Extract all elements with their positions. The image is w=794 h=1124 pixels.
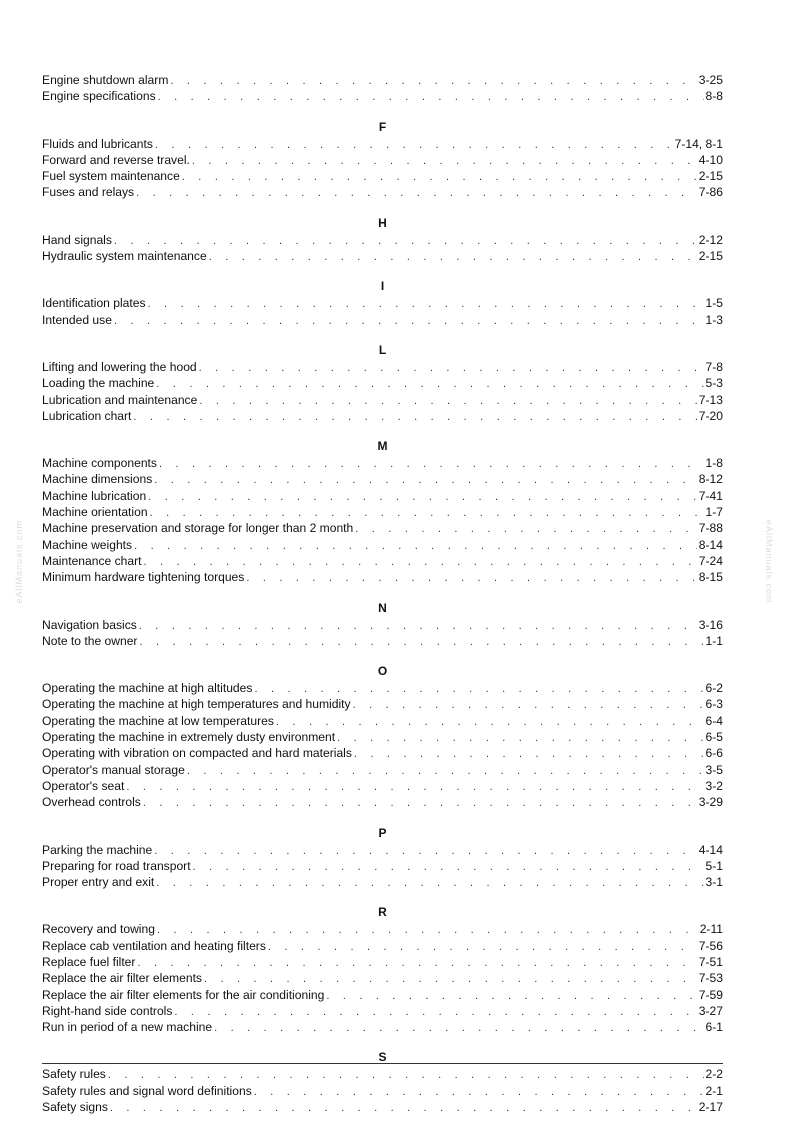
watermark-left: eAllManuals.com xyxy=(14,520,24,604)
entry-title: Replace the air filter elements for the air conditioning xyxy=(42,987,325,1002)
entry-title: Recovery and towing xyxy=(42,922,155,937)
entry-page-number: 7-53 xyxy=(698,971,723,986)
section-letter-heading: F xyxy=(378,119,387,134)
index-entry[interactable] xyxy=(42,988,723,1004)
dot-leader xyxy=(199,394,696,409)
entry-title: Note to the owner xyxy=(42,633,138,648)
index-section xyxy=(42,343,723,425)
entry-title: Proper entry and exit xyxy=(42,875,155,890)
dot-leader xyxy=(170,74,696,89)
entry-title: Safety rules and signal word definitions xyxy=(42,1083,252,1098)
dot-leader xyxy=(355,522,697,537)
entry-page-number: 3-2 xyxy=(705,778,723,793)
dot-leader xyxy=(139,619,697,634)
entry-page-number: 1-3 xyxy=(705,312,723,327)
entry-page-number: 7-59 xyxy=(698,987,723,1002)
entry-title: Safety signs xyxy=(42,1100,108,1115)
index-entry[interactable] xyxy=(42,472,723,488)
entry-title: Forward and reverse travel. xyxy=(42,152,190,167)
entry-page-number: 6-5 xyxy=(705,730,723,745)
dot-leader xyxy=(114,314,704,329)
index-entry[interactable] xyxy=(42,939,723,955)
index-entry[interactable] xyxy=(42,233,723,249)
entry-title: Operating the machine at low temperatures xyxy=(42,713,274,728)
entry-page-number: 3-5 xyxy=(705,762,723,777)
entry-page-number: 2-1 xyxy=(705,1083,723,1098)
entry-page-number: 7-41 xyxy=(698,488,723,503)
entry-title: Lubrication chart xyxy=(42,408,132,423)
entry-page-number: 4-14 xyxy=(698,842,723,857)
index-entry[interactable] xyxy=(42,313,723,329)
entry-title: Operator's seat xyxy=(42,778,125,793)
index-entry[interactable] xyxy=(42,795,723,811)
dot-leader xyxy=(154,844,697,859)
index-section xyxy=(42,279,723,329)
entry-page-number: 7-24 xyxy=(698,553,723,568)
entry-page-number: 7-86 xyxy=(698,185,723,200)
index-section xyxy=(42,826,723,892)
entry-page-number: 5-3 xyxy=(705,376,723,391)
dot-leader xyxy=(144,555,697,570)
entry-title: Replace cab ventilation and heating filters xyxy=(42,938,266,953)
index-entry[interactable] xyxy=(42,1020,723,1036)
index-entry[interactable] xyxy=(42,922,723,938)
index-entry[interactable] xyxy=(42,714,723,730)
entry-title: Fuel system maintenance xyxy=(42,169,180,184)
index-section xyxy=(42,73,723,106)
index-entry[interactable] xyxy=(42,89,723,105)
entry-title: Operating the machine at high temperatures and humidity xyxy=(42,697,351,712)
index-entry[interactable] xyxy=(42,376,723,392)
entry-title: Preparing for road transport xyxy=(42,858,191,873)
section-letter-heading: R xyxy=(378,905,387,920)
dot-leader xyxy=(193,860,704,875)
dot-leader xyxy=(204,972,697,987)
entry-title: Lifting and lowering the hood xyxy=(42,359,197,374)
index-entry[interactable] xyxy=(42,779,723,795)
entry-title: Hydraulic system maintenance xyxy=(42,249,207,264)
entry-title: Maintenance chart xyxy=(42,553,142,568)
entry-page-number: 2-17 xyxy=(698,1100,723,1115)
dot-leader xyxy=(192,154,697,169)
dot-leader xyxy=(174,1005,696,1020)
dot-leader xyxy=(209,250,697,265)
entry-page-number: 7-14, 8-1 xyxy=(674,136,723,151)
entry-page-number: 6-3 xyxy=(705,697,723,712)
dot-leader xyxy=(148,490,697,505)
index-entry[interactable] xyxy=(42,1067,723,1083)
entry-title: Operator's manual storage xyxy=(42,762,185,777)
dot-leader xyxy=(254,1085,704,1100)
dot-leader xyxy=(134,539,697,554)
index-section xyxy=(42,1050,723,1116)
entry-page-number: 1-8 xyxy=(705,456,723,471)
index-entry[interactable] xyxy=(42,1084,723,1100)
index-entry[interactable] xyxy=(42,249,723,265)
bottom-divider xyxy=(42,1063,723,1064)
index-entry[interactable] xyxy=(42,875,723,891)
dot-leader xyxy=(354,747,704,762)
section-letter-heading: P xyxy=(378,825,387,840)
entry-page-number: 1-5 xyxy=(705,296,723,311)
index-entry[interactable] xyxy=(42,185,723,201)
index-entry[interactable] xyxy=(42,697,723,713)
index-entry[interactable] xyxy=(42,618,723,634)
entry-page-number: 3-29 xyxy=(698,795,723,810)
entry-page-number: 3-27 xyxy=(698,1003,723,1018)
section-letter-heading: O xyxy=(377,664,388,679)
index-section xyxy=(42,216,723,266)
entry-page-number: 7-13 xyxy=(698,392,723,407)
dot-leader xyxy=(126,780,703,795)
entry-title: Overhead controls xyxy=(42,795,141,810)
entry-title: Engine shutdown alarm xyxy=(42,73,169,87)
entry-title: Lubrication and maintenance xyxy=(42,392,198,407)
index-entry[interactable] xyxy=(42,730,723,746)
index-entry[interactable] xyxy=(42,489,723,505)
index-section xyxy=(42,905,723,1036)
dot-leader xyxy=(182,170,697,185)
index-entry[interactable] xyxy=(42,746,723,762)
dot-leader xyxy=(326,989,696,1004)
entry-page-number: 7-8 xyxy=(705,359,723,374)
section-letter-heading: S xyxy=(378,1050,387,1065)
index-entry[interactable] xyxy=(42,153,723,169)
index-entry[interactable] xyxy=(42,296,723,312)
index-entry[interactable] xyxy=(42,169,723,185)
entry-page-number: 6-2 xyxy=(705,681,723,696)
entry-page-number: 8-12 xyxy=(698,472,723,487)
entry-page-number: 7-88 xyxy=(698,521,723,536)
entry-page-number: 4-10 xyxy=(698,152,723,167)
index-entry[interactable] xyxy=(42,554,723,570)
dot-leader xyxy=(254,682,703,697)
entry-page-number: 3-16 xyxy=(698,617,723,632)
index-section xyxy=(42,439,723,586)
index-entry[interactable] xyxy=(42,570,723,586)
dot-leader xyxy=(150,506,704,521)
index-entry[interactable] xyxy=(42,859,723,875)
index-entry[interactable] xyxy=(42,1004,723,1020)
entry-title: Machine lubrication xyxy=(42,488,147,503)
entry-title: Machine weights xyxy=(42,537,133,552)
index-section xyxy=(42,664,723,811)
entry-page-number: 1-1 xyxy=(705,633,723,648)
entry-title: Loading the machine xyxy=(42,376,155,391)
index-entry[interactable] xyxy=(42,971,723,987)
index-entry[interactable] xyxy=(42,521,723,537)
entry-page-number: 6-4 xyxy=(705,713,723,728)
section-letter-heading: N xyxy=(378,600,387,615)
section-letter-heading: M xyxy=(377,439,388,454)
dot-leader xyxy=(137,956,696,971)
entry-page-number: 5-1 xyxy=(705,858,723,873)
dot-leader xyxy=(268,940,697,955)
index-entry[interactable] xyxy=(42,73,723,89)
entry-title: Right-hand side controls xyxy=(42,1003,173,1018)
entry-title: Safety rules xyxy=(42,1067,106,1082)
entry-title: Replace the air filter elements xyxy=(42,971,202,986)
dot-leader xyxy=(156,876,703,891)
dot-leader xyxy=(143,796,697,811)
entry-page-number: 8-8 xyxy=(705,89,723,104)
index-section xyxy=(42,601,723,651)
entry-title: Machine components xyxy=(42,456,157,471)
dot-leader xyxy=(353,698,704,713)
entry-title: Machine orientation xyxy=(42,505,148,520)
index-entry[interactable] xyxy=(42,1100,723,1116)
index-entry[interactable] xyxy=(42,843,723,859)
entry-title: Engine specifications xyxy=(42,89,156,104)
dot-leader xyxy=(276,715,704,730)
entry-title: Run in period of a new machine xyxy=(42,1020,213,1035)
entry-page-number: 1-7 xyxy=(705,505,723,520)
entry-title: Minimum hardware tightening torques xyxy=(42,570,245,585)
entry-title: Machine preservation and storage for longer than 2 month xyxy=(42,521,354,536)
index-entry[interactable] xyxy=(42,393,723,409)
dot-leader xyxy=(133,410,696,425)
index-entry[interactable] xyxy=(42,681,723,697)
entry-title: Hand signals xyxy=(42,232,112,247)
entry-title: Parking the machine xyxy=(42,842,153,857)
entry-page-number: 7-51 xyxy=(698,954,723,969)
index-entry[interactable] xyxy=(42,538,723,554)
entry-page-number: 2-15 xyxy=(698,249,723,264)
entry-title: Machine dimensions xyxy=(42,472,153,487)
section-letter-heading: I xyxy=(380,279,385,294)
dot-leader xyxy=(148,297,704,312)
entry-page-number: 3-1 xyxy=(705,875,723,890)
entry-title: Fuses and relays xyxy=(42,185,135,200)
dot-leader xyxy=(108,1068,704,1083)
entry-title: Fluids and lubricants xyxy=(42,136,153,151)
index-entry[interactable] xyxy=(42,505,723,521)
index-entry[interactable] xyxy=(42,634,723,650)
entry-title: Navigation basics xyxy=(42,617,137,632)
entry-title: Intended use xyxy=(42,312,112,327)
entry-page-number: 7-56 xyxy=(698,938,723,953)
index-entry[interactable] xyxy=(42,137,723,153)
dot-leader xyxy=(156,377,703,392)
entry-page-number: 8-14 xyxy=(698,537,723,552)
dot-leader xyxy=(110,1101,697,1116)
entry-page-number: 3-25 xyxy=(698,73,723,87)
dot-leader xyxy=(159,457,704,472)
dot-leader xyxy=(246,571,696,586)
index-entry[interactable] xyxy=(42,763,723,779)
dot-leader xyxy=(155,138,673,153)
entry-page-number: 6-1 xyxy=(705,1020,723,1035)
dot-leader xyxy=(136,186,697,201)
dot-leader xyxy=(187,764,704,779)
entry-page-number: 2-11 xyxy=(699,922,723,937)
index-section xyxy=(42,120,723,202)
entry-page-number: 8-15 xyxy=(698,570,723,585)
dot-leader xyxy=(337,731,703,746)
entry-title: Operating with vibration on compacted and hard materials xyxy=(42,746,352,761)
index-entry[interactable] xyxy=(42,360,723,376)
entry-title: Operating the machine in extremely dusty environment xyxy=(42,730,336,745)
entry-title: Replace fuel filter xyxy=(42,954,136,969)
dot-leader xyxy=(139,635,703,650)
dot-leader xyxy=(114,234,697,249)
entry-page-number: 2-2 xyxy=(705,1067,723,1082)
dot-leader xyxy=(154,473,697,488)
watermark-right: eAllManuals.com xyxy=(764,520,774,604)
section-letter-heading: H xyxy=(378,215,387,230)
entry-page-number: 6-6 xyxy=(705,746,723,761)
index-entry[interactable] xyxy=(42,456,723,472)
index-list xyxy=(42,73,723,1116)
dot-leader xyxy=(157,923,698,938)
dot-leader xyxy=(199,361,704,376)
entry-page-number: 2-15 xyxy=(698,169,723,184)
entry-title: Identification plates xyxy=(42,296,146,311)
dot-leader xyxy=(214,1021,703,1036)
section-letter-heading: L xyxy=(378,342,387,357)
entry-page-number: 7-20 xyxy=(698,408,723,423)
entry-page-number: 2-12 xyxy=(698,232,723,247)
index-entry[interactable] xyxy=(42,409,723,425)
entry-title: Operating the machine at high altitudes xyxy=(42,681,253,696)
index-entry[interactable] xyxy=(42,955,723,971)
dot-leader xyxy=(158,90,704,105)
